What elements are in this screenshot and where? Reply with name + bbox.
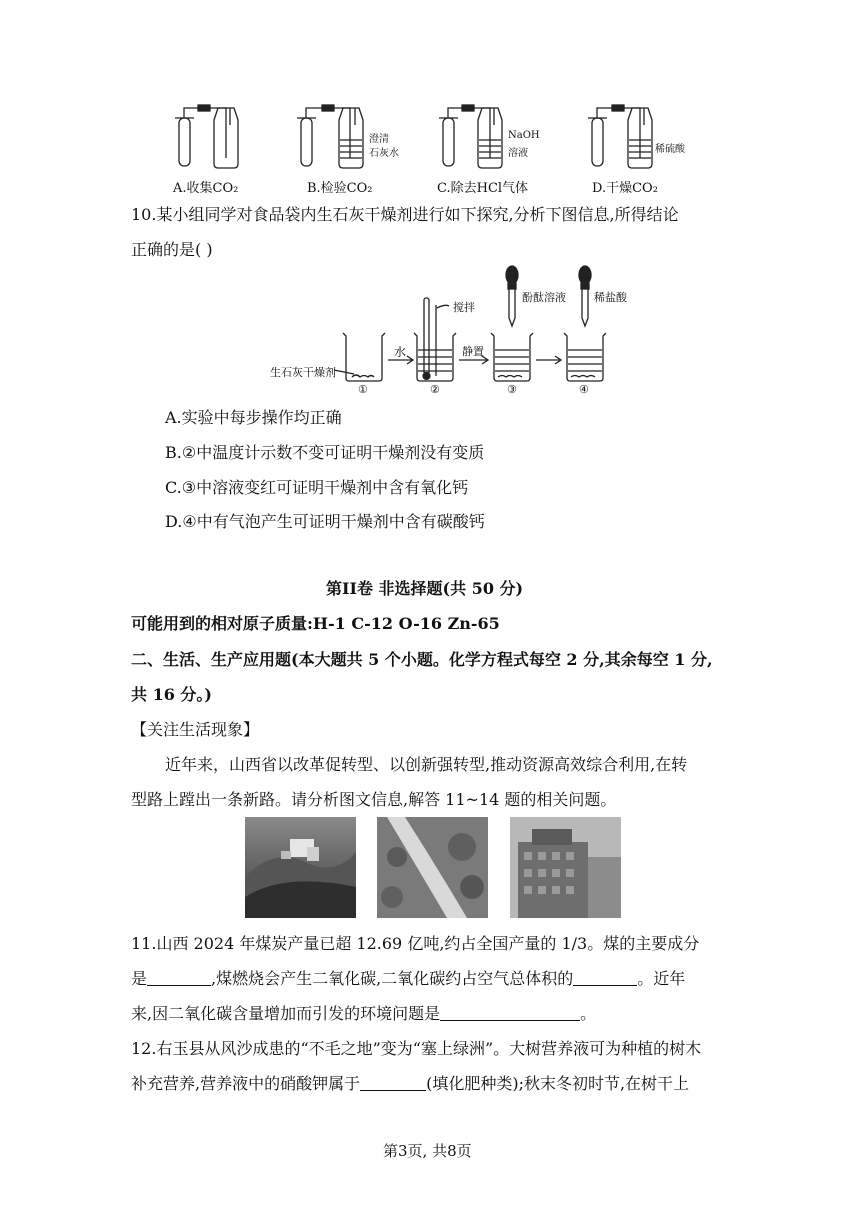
- q11-blank-1[interactable]: [147, 969, 211, 986]
- bracket-title: 【关注生活现象】: [131, 720, 260, 739]
- label-b: B.检验CO₂: [307, 181, 373, 196]
- q12-blank-1[interactable]: [360, 1074, 426, 1091]
- reagent-b-line2: 石灰水: [369, 148, 399, 159]
- photo-building: [510, 817, 621, 918]
- section2-title: 第II卷 非选择题(共 50 分): [326, 579, 524, 598]
- intro-line1: 近年来，山西省以改革促转型、以创新强转型,推动资源高效综合利用,在转: [165, 755, 688, 774]
- q12-line2: [131, 1074, 689, 1094]
- page-footer: 第3页, 共8页: [383, 1142, 472, 1160]
- thermometer: [424, 298, 429, 374]
- q11-line2: [131, 969, 685, 989]
- step-label-3: ③: [507, 383, 517, 396]
- part2-title-line1: 二、生活、生产应用题(本大题共 5 个小题。化学方程式每空 2 分,其余每空 1 分,: [131, 650, 713, 669]
- q11-text-b: ,煤燃烧会产生二氧化碳,二氧化碳约占空气总体积的: [211, 969, 574, 988]
- q10-option-d: D.④中有气泡产生可证明干燥剂中含有碳酸钙: [165, 512, 485, 531]
- stand-label: 静置: [462, 345, 484, 358]
- q10-stem-line2: 正确的是( ): [131, 240, 213, 259]
- acid-label: 稀盐酸: [594, 291, 627, 304]
- q11-blank-3[interactable]: [440, 1004, 580, 1021]
- q12-text-a: 补充营养,营养液中的硝酸钾属于: [131, 1074, 361, 1093]
- q11-line3: [131, 1004, 596, 1024]
- q10-option-b: B.②中温度计示数不变可证明干燥剂没有变质: [165, 443, 485, 462]
- photo-coal-mine: [245, 817, 356, 918]
- step-label-2: ②: [430, 383, 440, 396]
- phenol-label: 酚酞溶液: [522, 291, 566, 304]
- dropper-phenolphthalein: [506, 266, 518, 326]
- water-label: 水: [394, 345, 407, 359]
- q12-line1: 12.右玉县从风沙成患的“不毛之地”变为“塞上绿洲”。大树营养液可为种植的树木: [131, 1039, 702, 1058]
- dropper-hydrochloric-acid: [579, 266, 591, 326]
- step-label-4: ④: [579, 383, 589, 396]
- q12-text-b: (填化肥种类);秋末冬初时节,在树干上: [426, 1074, 690, 1093]
- photo-green-oasis: [377, 817, 488, 918]
- q10-option-a: A.实验中每步操作均正确: [165, 408, 342, 427]
- q10-stem-line1: 10.某小组同学对食品袋内生石灰干燥剂进行如下探究,分析下图信息,所得结论: [131, 205, 679, 224]
- part2-title-line2: 共 16 分。): [131, 685, 212, 704]
- step-label-1: ①: [358, 383, 368, 396]
- q11-text-a: 是: [131, 969, 148, 988]
- q11-blank-2[interactable]: [573, 969, 637, 986]
- q11-text-d: 来,因二氧化碳含量增加而引发的环境问题是: [131, 1004, 441, 1023]
- reagent-c-line2: 溶液: [508, 148, 528, 159]
- reagent-c-line1: NaOH: [508, 130, 540, 141]
- stir-label: 搅拌: [453, 301, 475, 314]
- label-d: D.干燥CO₂: [592, 181, 658, 196]
- q11-text-c: 。近年: [637, 969, 686, 988]
- atomic-masses: 可能用到的相对原子质量:H-1 C-12 O-16 Zn-65: [131, 614, 500, 633]
- reagent-d: 稀硫酸: [655, 144, 685, 155]
- reagent-b-line1: 澄清: [369, 134, 389, 145]
- q10-experiment-figure: [0, 0, 868, 400]
- q11-text-e: 。: [580, 1004, 597, 1023]
- label-a: A.收集CO₂: [173, 181, 239, 196]
- q10-option-c: C.③中溶液变红可证明干燥剂中含有氧化钙: [165, 478, 469, 497]
- intro-line2: 型路上蹚出一条新路。请分析图文信息,解答 11~14 题的相关问题。: [131, 790, 617, 809]
- q11-line1: 11.山西 2024 年煤炭产量已超 12.69 亿吨,约占全国产量的 1/3。煤的主要成分: [131, 934, 700, 953]
- desiccant-label: 生石灰干燥剂: [270, 366, 336, 379]
- beaker-1: [343, 333, 385, 381]
- label-c: C.除去HCl气体: [437, 181, 529, 196]
